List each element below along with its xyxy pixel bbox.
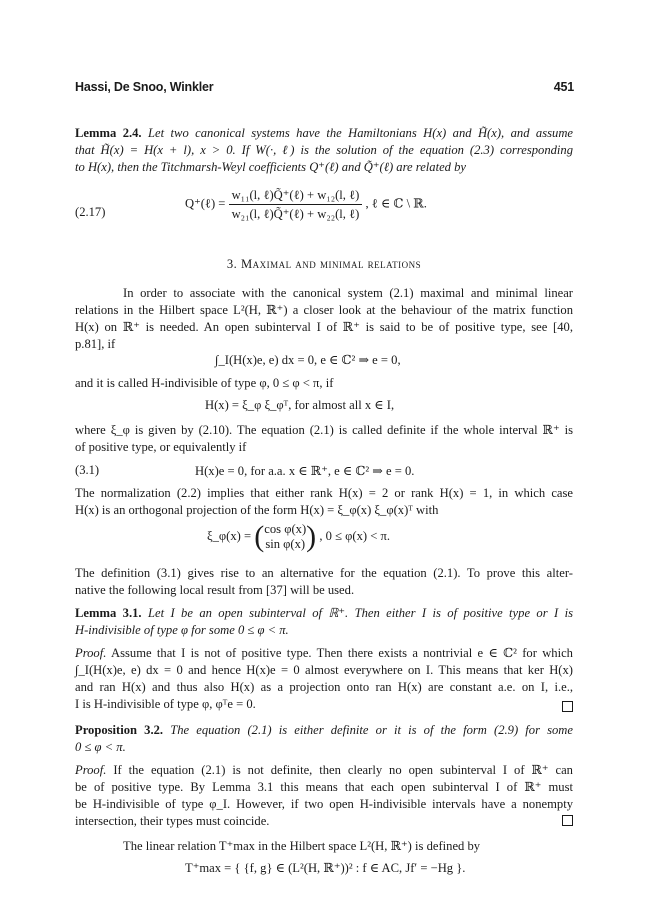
fraction-denominator: w₂₁(l, ℓ)Q̃⁺(ℓ) + w₂₂(l, ℓ) xyxy=(231,207,360,221)
right-paren: ) xyxy=(306,520,317,553)
paragraph-line: In order to associate with the canonical system (2.1) maximal and minimal linear xyxy=(123,286,573,300)
page-number: 451 xyxy=(553,80,574,94)
equation-t-max: T⁺max = { {f, g} ∈ (L²(H, ℝ⁺))² : f ∈ AC, Jf′ = −Hg }. xyxy=(185,861,466,875)
proof-line: intersection, their types must coincide. xyxy=(75,814,270,828)
lemma-label: Lemma 3.1. xyxy=(75,606,142,620)
proof-line: be H-indivisible of type φ_I. However, if two open H-indivisible intervals have a nonempty xyxy=(75,797,573,811)
qed-symbol xyxy=(562,701,573,712)
proposition-text-line: 0 ≤ φ < π. xyxy=(75,740,126,754)
proof-label: Proof. xyxy=(75,763,107,777)
proof-line: I is H-indivisible of type φ, φᵀe = 0. xyxy=(75,697,256,711)
fraction-numerator: w₁₁(l, ℓ)Q̃⁺(ℓ) + w₁₂(l, ℓ) xyxy=(229,187,363,205)
proof-line: ∫_I(H(x)e, e) dx = 0 and hence H(x)e = 0 almost everywhere on I. This means that ker H(x) xyxy=(75,663,573,677)
proof xyxy=(75,645,573,713)
equation-number: (2.17) xyxy=(75,205,106,219)
paragraph-line: H(x) is an orthogonal projection of the form H(x) = ξ_φ(x) ξ_φ(x)ᵀ with xyxy=(75,503,439,517)
paragraph xyxy=(75,485,573,519)
paragraph-line: where ξ_φ is given by (2.10). The equation (2.1) is called definite if the whole interval ℝ⁺ is xyxy=(75,423,573,437)
section-heading: 3. Maximal and minimal relations xyxy=(226,257,422,271)
lemma-text-line: H-indivisible of type φ for some 0 ≤ φ < π. xyxy=(75,623,289,637)
lemma-3-1 xyxy=(75,605,573,639)
paragraph-line: of positive type, or equivalently if xyxy=(75,440,247,454)
paragraph-line: p.81], if xyxy=(75,337,116,351)
proposition-text-line: The equation (2.1) is either definite or it is of the form (2.9) for some xyxy=(170,723,573,737)
lemma-2-4 xyxy=(75,125,573,176)
proof-line: and ran H(x) and thus also H(x) as a projection onto ran H(x) are constant a.e. on I, i.e., xyxy=(75,680,573,694)
lemma-text-line: to H(x), then the Titchmarsh-Weyl coefficients Q⁺(ℓ) and Q̃⁺(ℓ) are related by xyxy=(75,160,467,174)
equation-2-17 xyxy=(185,187,427,222)
equation-positive-type: ∫_I(H(x)e, e) dx = 0, e ∈ ℂ² ⇒ e = 0, xyxy=(215,353,401,367)
equation-number: (3.1) xyxy=(75,463,100,477)
lemma-text-line: Let I be an open subinterval of ℝ⁺. Then either I is of positive type or I is xyxy=(147,606,573,620)
vector-bottom: sin φ(x) xyxy=(265,537,306,551)
proof-line: If the equation (2.1) is not definite, then clearly no open subinterval I of ℝ⁺ can xyxy=(113,763,573,777)
proof-line: Assume that I is not of positive type. Then there exists a nontrivial e ∈ ℂ² for which xyxy=(111,646,573,660)
paragraph xyxy=(75,422,573,456)
proof-label: Proof. xyxy=(75,646,107,660)
proof-line: be of positive type. By Lemma 3.1 this means that each open subinterval I of ℝ⁺ must xyxy=(75,780,573,794)
paragraph-line: The linear relation T⁺max in the Hilbert space L²(H, ℝ⁺) is defined by xyxy=(123,839,481,853)
paragraph-line: The normalization (2.2) implies that either rank H(x) = 2 or rank H(x) = 1, in which case xyxy=(75,486,573,500)
paragraph-line: and it is called H-indivisible of type φ, 0 ≤ φ < π, if xyxy=(75,376,334,390)
paragraph-line: The definition (3.1) gives rise to an alternative for the equation (2.1). To prove this alter- xyxy=(75,566,573,580)
column-vector xyxy=(264,522,306,552)
proof xyxy=(75,762,573,830)
left-paren: ( xyxy=(254,520,265,553)
equation-condition: , 0 ≤ φ(x) < π. xyxy=(319,528,390,543)
proposition-label: Proposition 3.2. xyxy=(75,723,164,737)
equation-lhs: ξ_φ(x) = xyxy=(207,528,252,543)
lemma-text-line: that H̃(x) = H(x + l), x > 0. If W(·, ℓ) is the solution of the equation (2.3) corresponding xyxy=(75,143,573,157)
paragraph-line: relations in the Hilbert space L²(H, ℝ⁺) a closer look at the behaviour of the matrix function xyxy=(75,303,573,317)
lemma-label: Lemma 2.4. xyxy=(75,126,142,140)
equation-3-1: H(x)e = 0, for a.a. x ∈ ℝ⁺, e ∈ ℂ² ⇒ e = 0. xyxy=(195,464,415,478)
equation-xi-vector xyxy=(207,522,390,552)
paragraph-line: H(x) on ℝ⁺ is needed. An open subinterval I of ℝ⁺ is said to be of positive type, see [40, xyxy=(75,320,573,334)
vector-top: cos φ(x) xyxy=(264,522,307,536)
paragraph xyxy=(75,285,573,353)
equation-lhs: Q⁺(ℓ) = xyxy=(185,196,226,211)
proposition-3-2 xyxy=(75,722,573,756)
running-header-authors: Hassi, De Snoo, Winkler xyxy=(75,80,214,94)
equation-h-indivisible: H(x) = ξ_φ ξ_φᵀ, for almost all x ∈ I, xyxy=(205,398,395,412)
paragraph-line: native the following local result from [37] will be used. xyxy=(75,583,355,597)
qed-symbol xyxy=(562,815,573,826)
equation-condition: , ℓ ∈ ℂ \ ℝ. xyxy=(365,196,427,211)
paragraph xyxy=(75,565,573,599)
lemma-text-line: Let two canonical systems have the Hamiltonians H(x) and H̃(x), and assume xyxy=(148,126,574,140)
fraction xyxy=(229,187,363,222)
